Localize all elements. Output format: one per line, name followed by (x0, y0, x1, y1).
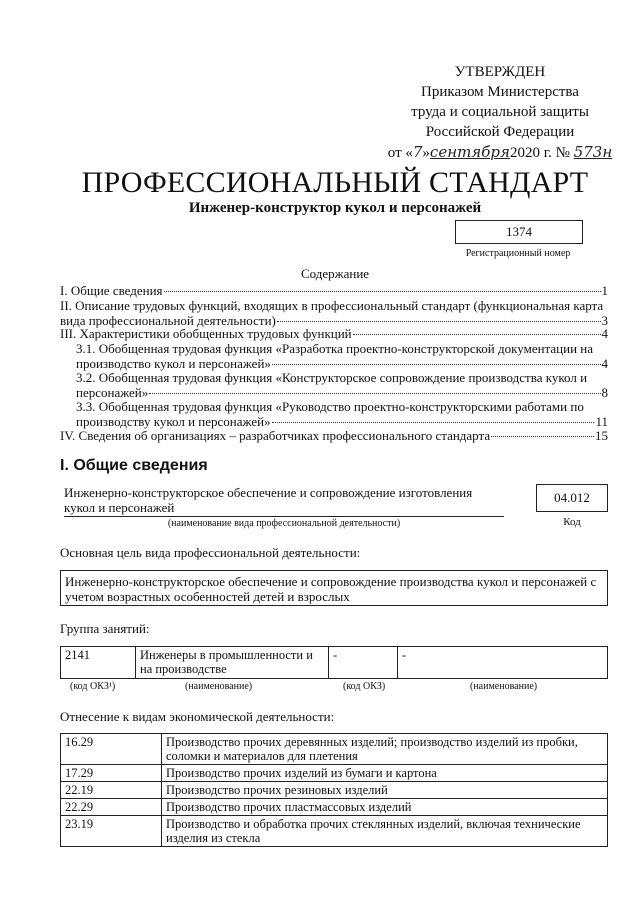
document-title: ПРОФЕССИОНАЛЬНЫЙ СТАНДАРТ (81, 166, 589, 199)
toc-item-page: 15 (595, 428, 608, 443)
approval-date-line (380, 142, 620, 163)
toc-item-page: 8 (601, 385, 608, 400)
activity-name-line: Инженерно-конструкторское обеспечение и сопровождение изготовления (64, 485, 473, 500)
okved-code-cell: 17.29 (61, 765, 162, 782)
okved-code-cell: 16.29 (61, 734, 162, 765)
toc-item-page: 11 (595, 414, 608, 429)
okved-code-cell: 22.29 (61, 799, 162, 816)
toc-item-page: 3 (601, 313, 608, 328)
toc-item[interactable] (60, 428, 608, 443)
table-row (61, 765, 608, 782)
registration-number-box: 1374 (455, 220, 583, 244)
goal-label: Основная цель вида профессиональной деятельности: (60, 545, 361, 560)
okved-table (60, 733, 608, 847)
activity-caption: (наименование вида профессиональной деятельности) (167, 518, 401, 529)
okved-name-cell: Производство прочих изделий из бумаги и картона (162, 765, 608, 782)
approval-ministry-2: труда и социальной защиты (411, 104, 589, 120)
group-caption: (код ОКЗ¹) (70, 681, 116, 692)
okved-name-cell: Производство прочих деревянных изделий; производство изделий из пробки, соломки и материалов для плетения (162, 734, 608, 765)
date-prefix: от « (387, 145, 413, 161)
toc-item-page: 4 (601, 326, 608, 341)
toc-item-text-cont: персонажей» (76, 385, 149, 400)
approval-country: Российской Федерации (425, 124, 575, 140)
toc-item[interactable] (60, 298, 608, 328)
section-heading: I. Общие сведения (60, 457, 208, 474)
approval-stamp: УТВЕРЖДЕН (454, 64, 546, 80)
okved-name-cell: Производство прочих пластмассовых изделий (162, 799, 608, 816)
okved-name-cell: Производство прочих резиновых изделий (162, 782, 608, 799)
toc-heading: Содержание (300, 266, 370, 281)
date-mid: » (422, 145, 430, 161)
document-subtitle: Инженер-конструктор кукол и персонажей (188, 200, 482, 216)
toc-item-text: 3.2. Обобщенная трудовая функция «Конструкторское сопровождение производства кукол и (76, 370, 588, 385)
okz-code-cell: 2141 (61, 647, 136, 679)
okved-label: Отнесение к видам экономической деятельности: (60, 709, 335, 724)
okved-code-cell: 22.19 (61, 782, 162, 799)
order-number: 573н (573, 143, 613, 161)
toc-item-text: IV. Сведения об организациях – разработчиках профессионального стандарта (60, 428, 491, 443)
goal-box: Инженерно-конструкторское обеспечение и сопровождение производства кукол и персонажей с учетом возрастных особенностей детей и взрослых (60, 570, 608, 606)
activity-underline (64, 516, 504, 517)
toc-item[interactable] (76, 370, 608, 400)
table-row (61, 647, 608, 679)
table-row (61, 782, 608, 799)
okved-code-cell: 23.19 (61, 816, 162, 847)
date-month: сентября (429, 143, 510, 161)
activity-name-line: кукол и персонажей (64, 500, 175, 515)
table-row (61, 799, 608, 816)
okz-code-cell: - (329, 647, 398, 679)
activity-name (64, 485, 504, 515)
group-caption: (код ОКЗ) (343, 681, 386, 692)
table-row (61, 734, 608, 765)
toc-item-text: 3.1. Обобщенная трудовая функция «Разработка проектно-конструкторской документации на (76, 341, 593, 356)
toc-item[interactable] (60, 283, 608, 298)
okz-name-cell: Инженеры в промышленности и на производстве (136, 647, 329, 679)
toc-item-text: III. Характеристики обобщенных трудовых функций (60, 326, 352, 341)
toc-item-page: 4 (601, 356, 608, 371)
toc-item[interactable] (60, 326, 608, 341)
group-label: Группа занятий: (60, 621, 150, 636)
okved-name-cell: Производство и обработка прочих стеклянных изделий, включая технические изделия из стекла (162, 816, 608, 847)
occupation-group-table (60, 646, 608, 679)
group-caption: (наименование) (470, 681, 538, 692)
activity-code-caption: Код (563, 516, 581, 528)
toc-item-text: I. Общие сведения (60, 283, 163, 298)
approval-block (380, 62, 620, 163)
toc-item-text-cont: производству кукол и персонажей» (76, 414, 271, 429)
toc-item-text: II. Описание трудовых функций, входящих в профессиональный стандарт (функциональная карта (60, 298, 604, 313)
registration-number-label: Регистрационный номер (465, 248, 571, 259)
date-day: 7 (412, 143, 423, 161)
toc-item-text-cont: вида профессиональной деятельности) (60, 313, 276, 328)
date-year: 2020 г. № (509, 145, 570, 161)
okz-name-cell: - (398, 647, 608, 679)
table-row (61, 816, 608, 847)
toc-item-text: 3.3. Обобщенная трудовая функция «Руководство проектно-конструкторскими работами по (76, 399, 584, 414)
toc-item[interactable] (76, 341, 608, 371)
toc-item[interactable] (76, 399, 608, 429)
approval-ministry: Приказом Министерства (421, 84, 579, 100)
group-caption: (наименование) (185, 681, 253, 692)
toc-item-text-cont: производство кукол и персонажей» (76, 356, 271, 371)
toc-item-page: 1 (601, 283, 608, 298)
activity-code-box: 04.012 (536, 484, 608, 512)
